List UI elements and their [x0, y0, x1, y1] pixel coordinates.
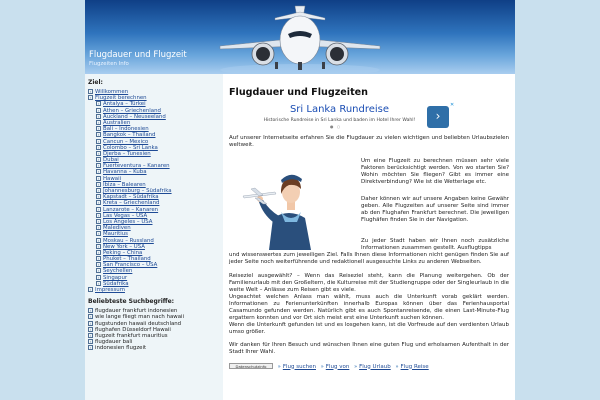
ad-title[interactable]: Sri Lanka Rundreise: [289, 104, 390, 115]
sidebar-item-link[interactable]: Ibiza – Balearen: [103, 181, 146, 188]
stewardess-image: [229, 158, 357, 250]
bullet-icon: ›: [97, 101, 100, 107]
sidebar-item-link[interactable]: Kreta – Griechenland: [103, 200, 160, 207]
main-content: [225, 74, 513, 400]
sidebar-item-link[interactable]: Las Vegas – USA: [103, 212, 148, 219]
bullet-icon: ›: [97, 225, 100, 231]
bullet-icon: ›: [97, 119, 100, 125]
bullet-icon: ›: [97, 144, 100, 150]
sidebar-item-link[interactable]: Peking – China: [103, 249, 143, 256]
sidebar-item-link[interactable]: Bali – Indonesien: [103, 126, 149, 133]
sidebar-item-link[interactable]: Havanna – Kuba: [103, 169, 147, 176]
sidebar-item-link[interactable]: Moskau – Russland: [103, 237, 154, 244]
sidebar: [85, 74, 223, 400]
sidebar-item-link[interactable]: Athen – Griechenland: [103, 107, 161, 114]
intro-paragraph: Auf unserer Internetseite erfahren Sie die Flugdauer zu vielen wichtigen und beliebten Urlaubszielen weltweit.: [229, 135, 509, 148]
bullet-icon: ›: [97, 181, 100, 187]
arrow-icon: »: [320, 363, 324, 370]
arrow-icon: »: [277, 363, 281, 370]
arrow-icon: »: [395, 363, 399, 370]
sidebar-item-link[interactable]: Kapstadt – Südafrika: [103, 194, 159, 201]
sidebar-item-link[interactable]: New York – USA: [103, 243, 145, 250]
search-term-item: [88, 345, 220, 351]
bullet-icon: ›: [97, 212, 100, 218]
bullet-icon: ›: [89, 332, 92, 338]
paragraph-6: Wenn die Unterkunft gefunden ist und es losgehen kann, ist die Vorfreude auf den verdienten Urlaub umso größer.: [229, 322, 509, 335]
bullet-icon: ›: [97, 138, 100, 144]
sidebar-item-link[interactable]: Impressum: [95, 287, 125, 293]
bullet-icon: ›: [97, 243, 100, 249]
sidebar-item-link[interactable]: Hawaii: [103, 175, 122, 182]
bullet-icon: ›: [89, 320, 92, 326]
paragraph-3b: und wissenswertes zum jeweiligen Ziel. Falls Ihnen diese Informationen nicht genügen finden Sie auf jeder Seite noch weiterführende und redaktionell ausgesuchte Links zu anderen Webseiten.: [229, 252, 509, 265]
search-terms-list: [88, 308, 220, 351]
bullet-icon: ›: [97, 206, 100, 212]
bullet-icon: ›: [97, 194, 100, 200]
site-subtitle: Flugzeiten Info: [89, 61, 129, 67]
paragraph-7: Wir danken für Ihren Besuch und wünschen Ihnen eine guten Flug und erholsamen Aufenthalt in der Stadt Ihrer Wahl.: [229, 342, 509, 355]
link-flug-suchen[interactable]: Flug suchen: [282, 363, 316, 370]
sidebar-item-link[interactable]: Australien: [103, 119, 131, 126]
link-flug-reise[interactable]: Flug Reise: [400, 363, 429, 370]
footer-links: [229, 363, 509, 370]
paragraph-4: Reiseziel ausgewählt? – Wenn das Reiseziel steht, kann die Planung weitergehen. Ob der Familienurlaub mit den Großeltern, die Kulturreise mit der Studiengruppe oder der Singleurlaub in die weite Welt – Anlässe zum Reisen gibt es viele.: [229, 273, 509, 293]
search-term-text: flugzeit frankfurt mauritius: [95, 332, 168, 339]
sidebar-item-link[interactable]: Lanzarote – Kanaren: [103, 206, 159, 213]
bullet-icon: ›: [97, 107, 100, 113]
bullet-icon: ›: [97, 231, 100, 237]
sidebar-item-link[interactable]: Willkommen: [95, 89, 129, 95]
sidebar-nav: [88, 89, 220, 293]
bullet-icon: ›: [97, 163, 100, 169]
sidebar-item-link[interactable]: Johannesburg – Südafrika: [103, 188, 172, 194]
ad-next-button[interactable]: ›: [427, 106, 449, 128]
sidebar-item-link[interactable]: Djerba – Tunesien: [103, 150, 151, 157]
bullet-icon: ›: [97, 175, 100, 181]
search-term-text: indonesien flugzeit: [95, 345, 147, 352]
bullet-icon: ›: [97, 132, 100, 138]
arrow-icon: »: [354, 363, 358, 370]
page-wrapper: [85, 0, 515, 400]
link-flug-urlaub[interactable]: Flug Urlaub: [359, 363, 391, 370]
sidebar-item-link[interactable]: Singapur: [103, 274, 128, 281]
sidebar-item-link[interactable]: Flugzeit berechnen: [95, 95, 147, 102]
sidebar-item-link[interactable]: Antalya – Türkei: [103, 101, 146, 108]
ad-dots: ● ○: [330, 124, 342, 129]
bullet-icon: ›: [89, 89, 92, 94]
bullet-icon: ›: [97, 274, 100, 280]
sidebar-item-link[interactable]: Cancun – Mexico: [103, 138, 149, 145]
sidebar-item-link[interactable]: Fuerteventura – Kanaren: [103, 163, 170, 170]
bullet-icon: ›: [97, 150, 100, 156]
bullet-icon: ›: [97, 157, 100, 163]
sidebar-item-link[interactable]: Phuket – Thailand: [103, 256, 151, 263]
bullet-icon: ›: [97, 256, 100, 262]
bookmark-button[interactable]: Datenschutzinfo: [229, 363, 273, 369]
sidebar-item-link[interactable]: Mauritius: [103, 231, 128, 238]
search-term-text: flugdauer bali: [95, 339, 133, 346]
ad-close-icon[interactable]: ✕: [450, 102, 455, 108]
ad-banner[interactable]: [257, 104, 462, 128]
bullet-icon: ›: [97, 262, 100, 268]
bullet-icon: ›: [97, 126, 100, 132]
bullet-icon: ›: [97, 169, 100, 175]
paragraph-1: Um eine Flugzeit zu berechnen müssen sehr viele Faktoren berücksichtigt werden. Von wo starten Sie? Wohin möchten Sie fliegen? Gibt es immer eine Direktverbindung? Wie ist die Wetterlage etc.: [361, 158, 509, 185]
paragraph-2: Daher können wir auf unsere Angaben keine Gewähr geben. Alle Flugzeiten auf unserer Seite sind immer ab den Flughafen Frankfurt berechnet. Die jeweiligen Flughäfen finden Sie in der Navigation.: [361, 196, 509, 223]
sidebar-item-link[interactable]: Bangkok – Thailand: [103, 132, 156, 139]
search-terms-heading: Beliebteste Suchbegriffe:: [88, 298, 175, 306]
link-flug-von[interactable]: Flug von: [325, 363, 350, 370]
sidebar-item-link[interactable]: Los Angeles – USA: [103, 218, 153, 225]
sidebar-item-link[interactable]: Seychellen: [103, 268, 133, 275]
paragraph-5: Ungeachtet welchen Anlass man wählt, muss auch die Unterkunft vorab geklärt werden. Informationen zu Ferienunterkünften innerhalb Europas können über das Ferienhausportal Casamundo gefunden werden. Natürlich gibt es auch Spontanreisende, die einen Last-Minute-Flug ergattern konnten und vor Ort sich meist erst eine Unterkunft suchen können.: [229, 294, 509, 321]
sidebar-heading: Ziel:: [88, 79, 103, 86]
bullet-icon: ›: [97, 249, 100, 255]
bullet-icon: ›: [97, 200, 100, 206]
search-term-text: flugdauer frankfurt indonesien: [95, 308, 178, 315]
sidebar-item-link[interactable]: Auckland – Neuseeland: [103, 113, 166, 120]
ad-text: Historische Rundreise in Sri Lanka und baden im Hotel Ihrer Wahl!: [263, 118, 416, 123]
bullet-icon: ›: [97, 188, 100, 193]
sidebar-item-link[interactable]: Südafrika: [103, 280, 129, 287]
paragraph-3a: Zu jeder Stadt haben wir Ihnen noch zusätzliche Informationen zusammen gestellt. Ausflugtipps: [361, 238, 509, 251]
bullet-icon: ›: [89, 345, 92, 351]
header-banner: [85, 0, 515, 74]
bullet-icon: ›: [89, 287, 92, 292]
sidebar-item-link[interactable]: Malediven: [103, 225, 131, 232]
bullet-icon: ›: [89, 339, 92, 345]
site-title[interactable]: Flugdauer und Flugzeit: [89, 50, 187, 60]
bullet-icon: ›: [89, 308, 92, 314]
bullet-icon: ›: [89, 314, 92, 320]
sidebar-item-link[interactable]: San Francisco – USA: [103, 262, 158, 269]
page-title: Flugdauer und Flugzeiten: [229, 87, 368, 98]
bullet-icon: ›: [89, 95, 92, 101]
search-term-text: wie lange fliegt man nach hawaii: [95, 314, 184, 321]
bullet-icon: ›: [97, 218, 100, 224]
bullet-icon: ›: [97, 268, 100, 274]
bullet-icon: ›: [97, 237, 100, 243]
search-term-text: flughafen Düsseldorf Hawaii: [95, 326, 171, 333]
sidebar-item[interactable]: [88, 287, 220, 293]
sidebar-item-link[interactable]: Colombo – Sri Lanka: [103, 144, 158, 151]
bullet-icon: ›: [97, 280, 100, 286]
bullet-icon: ›: [97, 113, 100, 119]
sidebar-item-link[interactable]: Dubai: [103, 157, 119, 164]
bullet-icon: ›: [89, 326, 92, 332]
search-term-text: flugstunden hawaii deutschland: [95, 320, 182, 327]
airplane-image: [215, 0, 385, 74]
